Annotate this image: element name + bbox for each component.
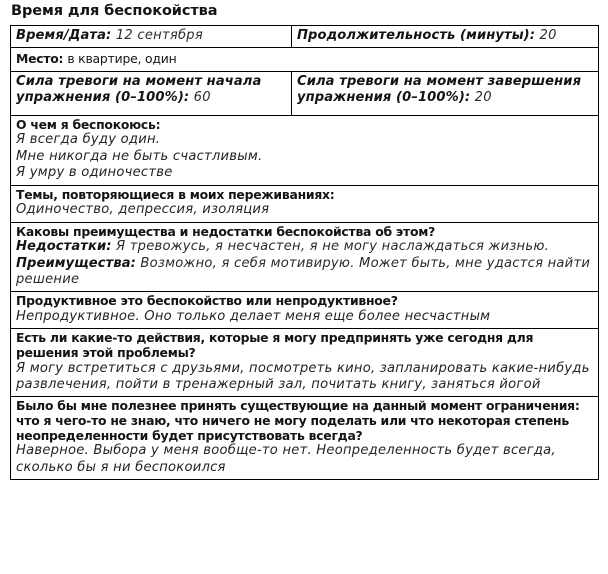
duration-value: 20 bbox=[539, 27, 557, 43]
table-row-productive bbox=[11, 292, 599, 329]
cell-datetime bbox=[11, 25, 292, 47]
cell-anxiety-start bbox=[11, 71, 292, 115]
cons-value: Я тревожусь, я несчастен, я не могу наслаждаться жизнью. bbox=[116, 239, 550, 255]
table-row-anxiety-ratings bbox=[11, 71, 599, 115]
cell-duration bbox=[292, 25, 599, 47]
table-row-actions bbox=[11, 329, 599, 397]
worries-line-1: Я всегда буду один. bbox=[16, 132, 161, 148]
themes-heading: Темы, повторяющиеся в моих переживаниях: bbox=[16, 186, 335, 202]
page-title: Время для беспокойства bbox=[11, 3, 218, 19]
datetime-label: Время/Дата: bbox=[16, 27, 112, 43]
cell-themes bbox=[11, 185, 599, 222]
worries-line-3: Я умру в одиночестве bbox=[16, 165, 173, 181]
datetime-value: 12 сентября bbox=[115, 27, 203, 43]
acceptance-heading: Было бы мне полезнее принять существующие на данный момент ограничения: что я чего-то не знаю, что ничего не могу поделать или что некоторая степень неопределенности будет присутствовать всегда? bbox=[16, 398, 580, 443]
worry-time-worksheet-table bbox=[10, 25, 599, 480]
table-row-pros-cons bbox=[11, 222, 599, 292]
pros-label: Преимущества: bbox=[16, 255, 136, 271]
actions-heading: Есть ли какие-то действия, которые я могу предпринять уже сегодня для решения этой проблемы? bbox=[16, 330, 534, 360]
table-row-acceptance bbox=[11, 397, 599, 480]
place-value: в квартире, один bbox=[67, 50, 177, 66]
anxiety-start-value: 60 bbox=[193, 89, 211, 105]
actions-answer: Я могу встретиться с друзьями, посмотреть кино, запланировать какие-нибудь развлечения, пойти в тренажерный зал, почитать книгу, заняться йогой bbox=[16, 360, 590, 392]
anxiety-end-value: 20 bbox=[474, 89, 492, 105]
productive-heading: Продуктивное это беспокойство или непродуктивное? bbox=[16, 293, 398, 309]
cons-label: Недостатки: bbox=[16, 239, 112, 255]
cell-actions bbox=[11, 329, 599, 397]
table-row-themes bbox=[11, 185, 599, 222]
table-row-datetime-duration bbox=[11, 25, 599, 47]
cell-productive bbox=[11, 292, 599, 329]
table-row-place bbox=[11, 47, 599, 71]
cell-pros-cons bbox=[11, 222, 599, 292]
table-row-worries bbox=[11, 115, 599, 185]
duration-label: Продолжительность (минуты): bbox=[297, 27, 536, 43]
anxiety-start-label: Сила тревоги на момент начала упражнения (0–100%): bbox=[16, 73, 262, 105]
productive-answer: Непродуктивное. Оно только делает меня еще более несчастным bbox=[16, 308, 491, 324]
pros-value: Возможно, я себя мотивирую. Может быть, мне удастся найти решение bbox=[16, 255, 591, 287]
place-label: Место: bbox=[16, 50, 64, 66]
anxiety-end-label: Сила тревоги на момент завершения упражнения (0–100%): bbox=[297, 73, 582, 105]
cell-place bbox=[11, 47, 599, 71]
worries-heading: О чем я беспокоюсь: bbox=[16, 116, 161, 132]
themes-answer: Одиночество, депрессия, изоляция bbox=[16, 202, 270, 218]
acceptance-answer: Наверное. Выбора у меня вообще-то нет. Неопределенность будет всегда, сколько бы я ни беспокоился bbox=[16, 443, 556, 475]
pros-cons-heading: Каковы преимущества и недостатки беспокойства об этом? bbox=[16, 223, 436, 239]
worries-line-2: Мне никогда не быть счастливым. bbox=[16, 148, 263, 164]
cell-acceptance bbox=[11, 397, 599, 480]
cell-anxiety-end bbox=[292, 71, 599, 115]
cell-worries bbox=[11, 115, 599, 185]
